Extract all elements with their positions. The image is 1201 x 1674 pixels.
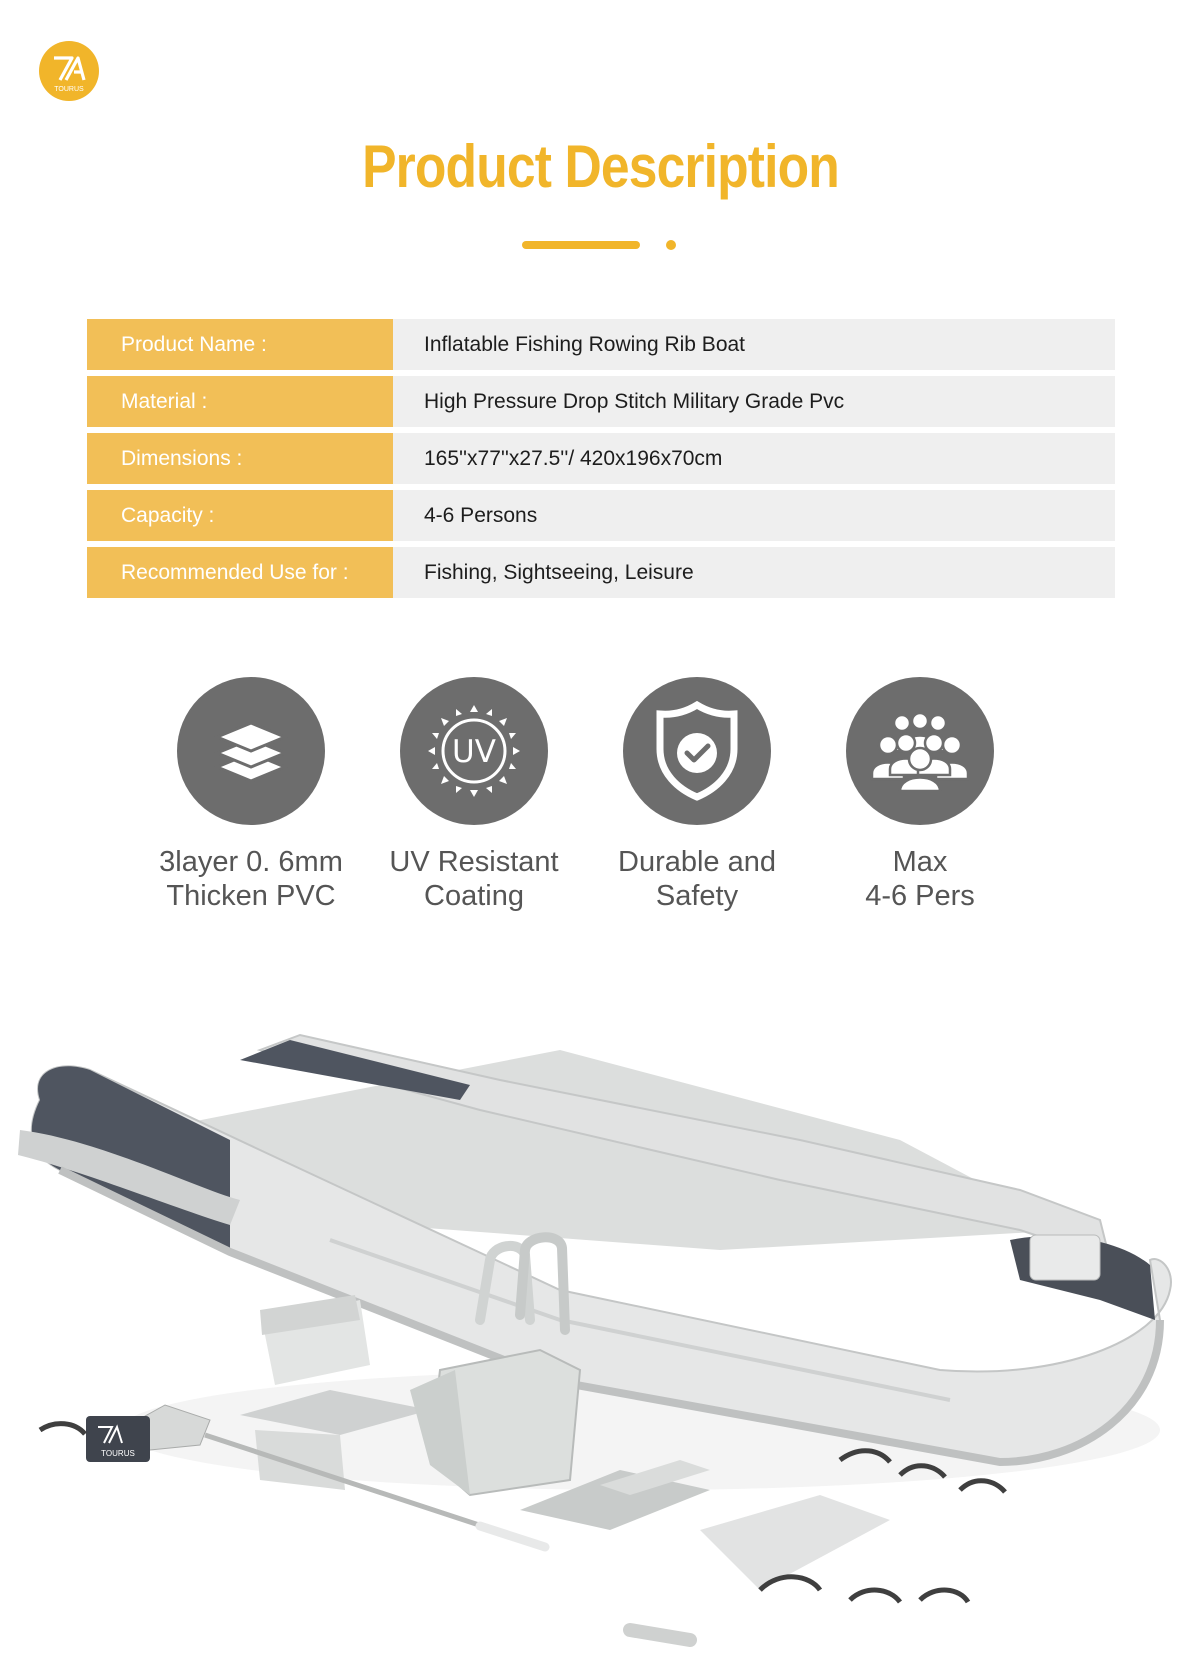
- spec-value: High Pressure Drop Stitch Military Grade Pvc: [393, 376, 1115, 427]
- page-title: Product Description: [362, 133, 839, 200]
- spec-key: Dimensions :: [87, 433, 393, 484]
- feature-list: [0, 677, 1201, 937]
- layers-icon: [177, 677, 325, 825]
- spec-key: Material :: [87, 376, 393, 427]
- boat-logo-text: TOURUS: [101, 1449, 135, 1458]
- feature-label: UV Resistant Coating: [389, 846, 559, 912]
- brand-logo: [38, 40, 100, 102]
- spec-row: [87, 547, 1115, 598]
- spec-key: Capacity :: [87, 490, 393, 541]
- boat-photo: [0, 990, 1201, 1674]
- uv-icon-text: UV: [452, 734, 496, 770]
- feature-label: Durable and Safety: [618, 846, 776, 912]
- title-dot: [666, 240, 676, 250]
- spec-table: [87, 319, 1115, 604]
- spec-value: 165''x77''x27.5''/ 420x196x70cm: [393, 433, 1115, 484]
- logo-text: TOURUS: [54, 86, 84, 93]
- shield-check-icon: [623, 677, 771, 825]
- spec-row: [87, 433, 1115, 484]
- spec-row: [87, 490, 1115, 541]
- tourus-logo-icon: [38, 40, 100, 102]
- feature-item: [577, 677, 817, 913]
- feature-label: Max 4-6 Pers: [865, 846, 975, 912]
- feature-item: [354, 677, 594, 913]
- people-group-icon: [846, 677, 994, 825]
- spec-value: 4-6 Persons: [393, 490, 1115, 541]
- title-underline: [522, 241, 640, 249]
- spec-value: Inflatable Fishing Rowing Rib Boat: [393, 319, 1115, 370]
- uv-sun-icon: [400, 677, 548, 825]
- title-decoration: [0, 240, 1201, 252]
- spec-row: [87, 319, 1115, 370]
- feature-item: [800, 677, 1040, 913]
- spec-key: Recommended Use for :: [87, 547, 393, 598]
- spec-value: Fishing, Sightseeing, Leisure: [393, 547, 1115, 598]
- spec-row: [87, 376, 1115, 427]
- spec-key: Product Name :: [87, 319, 393, 370]
- feature-item: [131, 677, 371, 913]
- feature-label: 3layer 0. 6mm Thicken PVC: [159, 846, 343, 912]
